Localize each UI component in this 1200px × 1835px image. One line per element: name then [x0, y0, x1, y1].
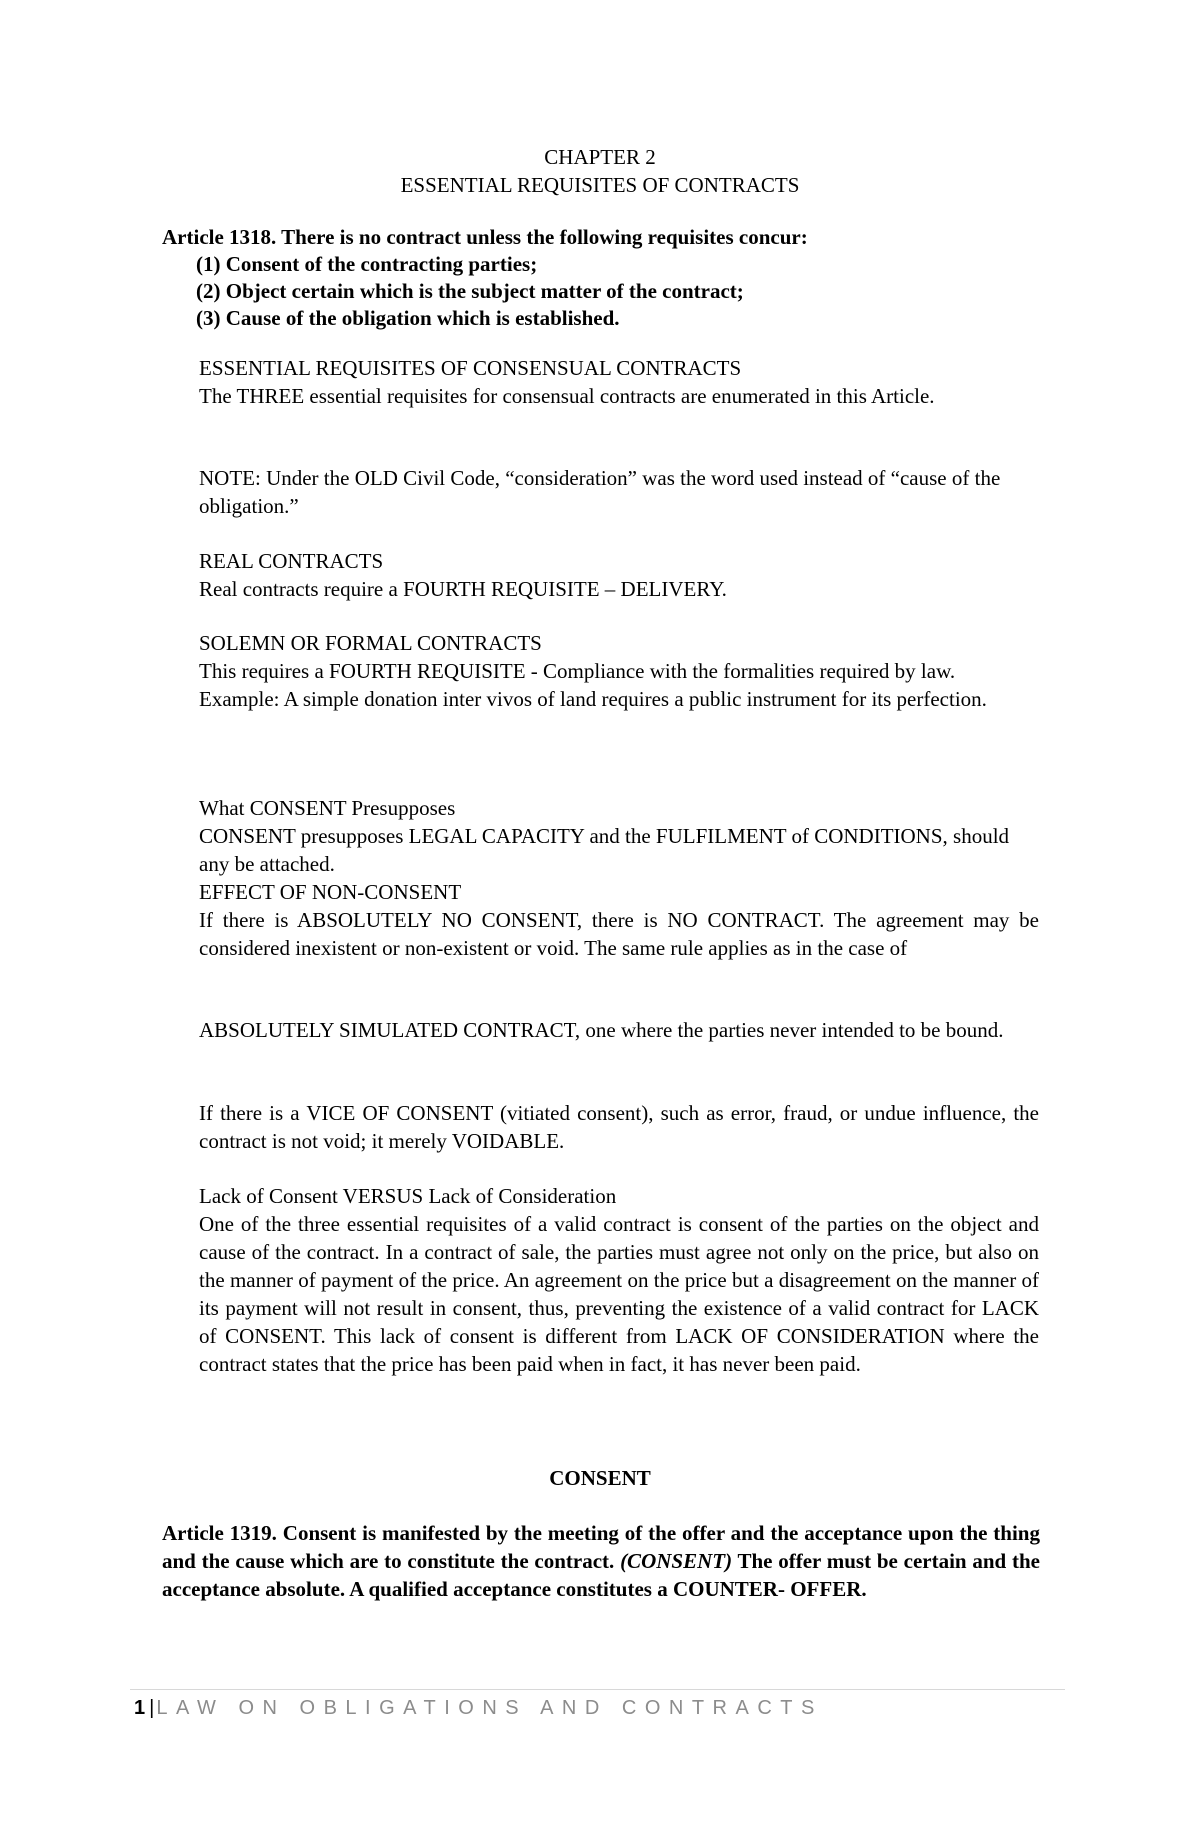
solemn-example: Example: A simple donation inter vivos of land requires a public instrument for its perfection.: [199, 687, 987, 711]
chapter-title: ESSENTIAL REQUISITES OF CONTRACTS: [400, 173, 800, 197]
article-1319-part2: The offer must be certain and the acceptance absolute. A qualified acceptance constitutes a COUNTER- OFFER.: [162, 1549, 1040, 1601]
footer-separator: |: [149, 1697, 155, 1719]
lack-section: [199, 1182, 1039, 1378]
requisite-item: (3) Cause of the obligation which is established.: [196, 306, 620, 330]
article-1318-requisites: [196, 251, 1046, 332]
article-1319-part1: Article 1319. Consent is manifested by the meeting of the offer and the acceptance upon the thing and the cause which are to constitute the contract.: [162, 1521, 1040, 1573]
note-section: [199, 464, 1039, 520]
consensual-body: The THREE essential requisites for consensual contracts are enumerated in this Article.: [199, 384, 935, 408]
vice-section: [199, 1099, 1039, 1155]
note-body: NOTE: Under the OLD Civil Code, “consideration” was the word used instead of “cause of the obligation.”: [199, 466, 1001, 518]
simulated-section: [199, 1016, 1039, 1044]
consensual-section: [199, 354, 1039, 410]
consensual-heading: ESSENTIAL REQUISITES OF CONSENSUAL CONTRACTS: [199, 356, 742, 380]
footer-divider: [130, 1689, 1065, 1690]
requisite-item: (1) Consent of the contracting parties;: [196, 252, 538, 276]
chapter-heading: [0, 143, 1200, 199]
vice-body: If there is a VICE OF CONSENT (vitiated consent), such as error, fraud, or undue influence, the contract is not void; it merely VOIDABLE.: [199, 1101, 1039, 1153]
consent-heading: CONSENT: [549, 1466, 651, 1490]
simulated-body: ABSOLUTELY SIMULATED CONTRACT, one where the parties never intended to be bound.: [199, 1018, 1004, 1042]
real-contracts-section: [199, 547, 1039, 603]
real-heading: REAL CONTRACTS: [199, 549, 384, 573]
lack-heading: Lack of Consent VERSUS Lack of Consideration: [199, 1184, 617, 1208]
non-consent-section: [199, 878, 1039, 962]
page-footer: [134, 1695, 823, 1721]
article-1319-italic: (CONSENT): [620, 1549, 733, 1573]
solemn-contracts-section: [199, 629, 1039, 713]
non-consent-body: If there is ABSOLUTELY NO CONSENT, there is NO CONTRACT. The agreement may be considered inexistent or non-existent or void. The same rule applies as in the case of: [199, 908, 1039, 960]
chapter-number: CHAPTER 2: [544, 145, 656, 169]
real-body: Real contracts require a FOURTH REQUISITE – DELIVERY.: [199, 577, 727, 601]
presupposes-heading: What CONSENT Presupposes: [199, 796, 456, 820]
requisite-item: (2) Object certain which is the subject matter of the contract;: [196, 279, 744, 303]
article-1318: Article 1318. There is no contract unless the following requisites concur:: [162, 225, 808, 249]
presupposes-body: CONSENT presupposes LEGAL CAPACITY and the FULFILMENT of CONDITIONS, should any be attached.: [199, 824, 1010, 876]
presupposes-section: [199, 794, 1039, 878]
footer-title: LAW ON OBLIGATIONS AND CONTRACTS: [156, 1697, 823, 1719]
solemn-body: This requires a FOURTH REQUISITE - Compliance with the formalities required by law.: [199, 659, 956, 683]
non-consent-heading: EFFECT OF NON-CONSENT: [199, 880, 462, 904]
page-number: 1: [134, 1697, 146, 1719]
solemn-heading: SOLEMN OR FORMAL CONTRACTS: [199, 631, 542, 655]
lack-body: One of the three essential requisites of a valid contract is consent of the parties on the object and cause of the contract. In a contract of sale, the parties must agree not only on the price, but also on the manner of payment of the price. An agreement on the price but a disagreement on the manner of its payment will not result in consent, thus, preventing the existence of a valid contract for LACK of CONSENT. This lack of consent is different from LACK OF CONSIDERATION where the contract states that the price has been paid when in fact, it has never been paid.: [199, 1212, 1039, 1376]
article-1319: [162, 1519, 1040, 1603]
